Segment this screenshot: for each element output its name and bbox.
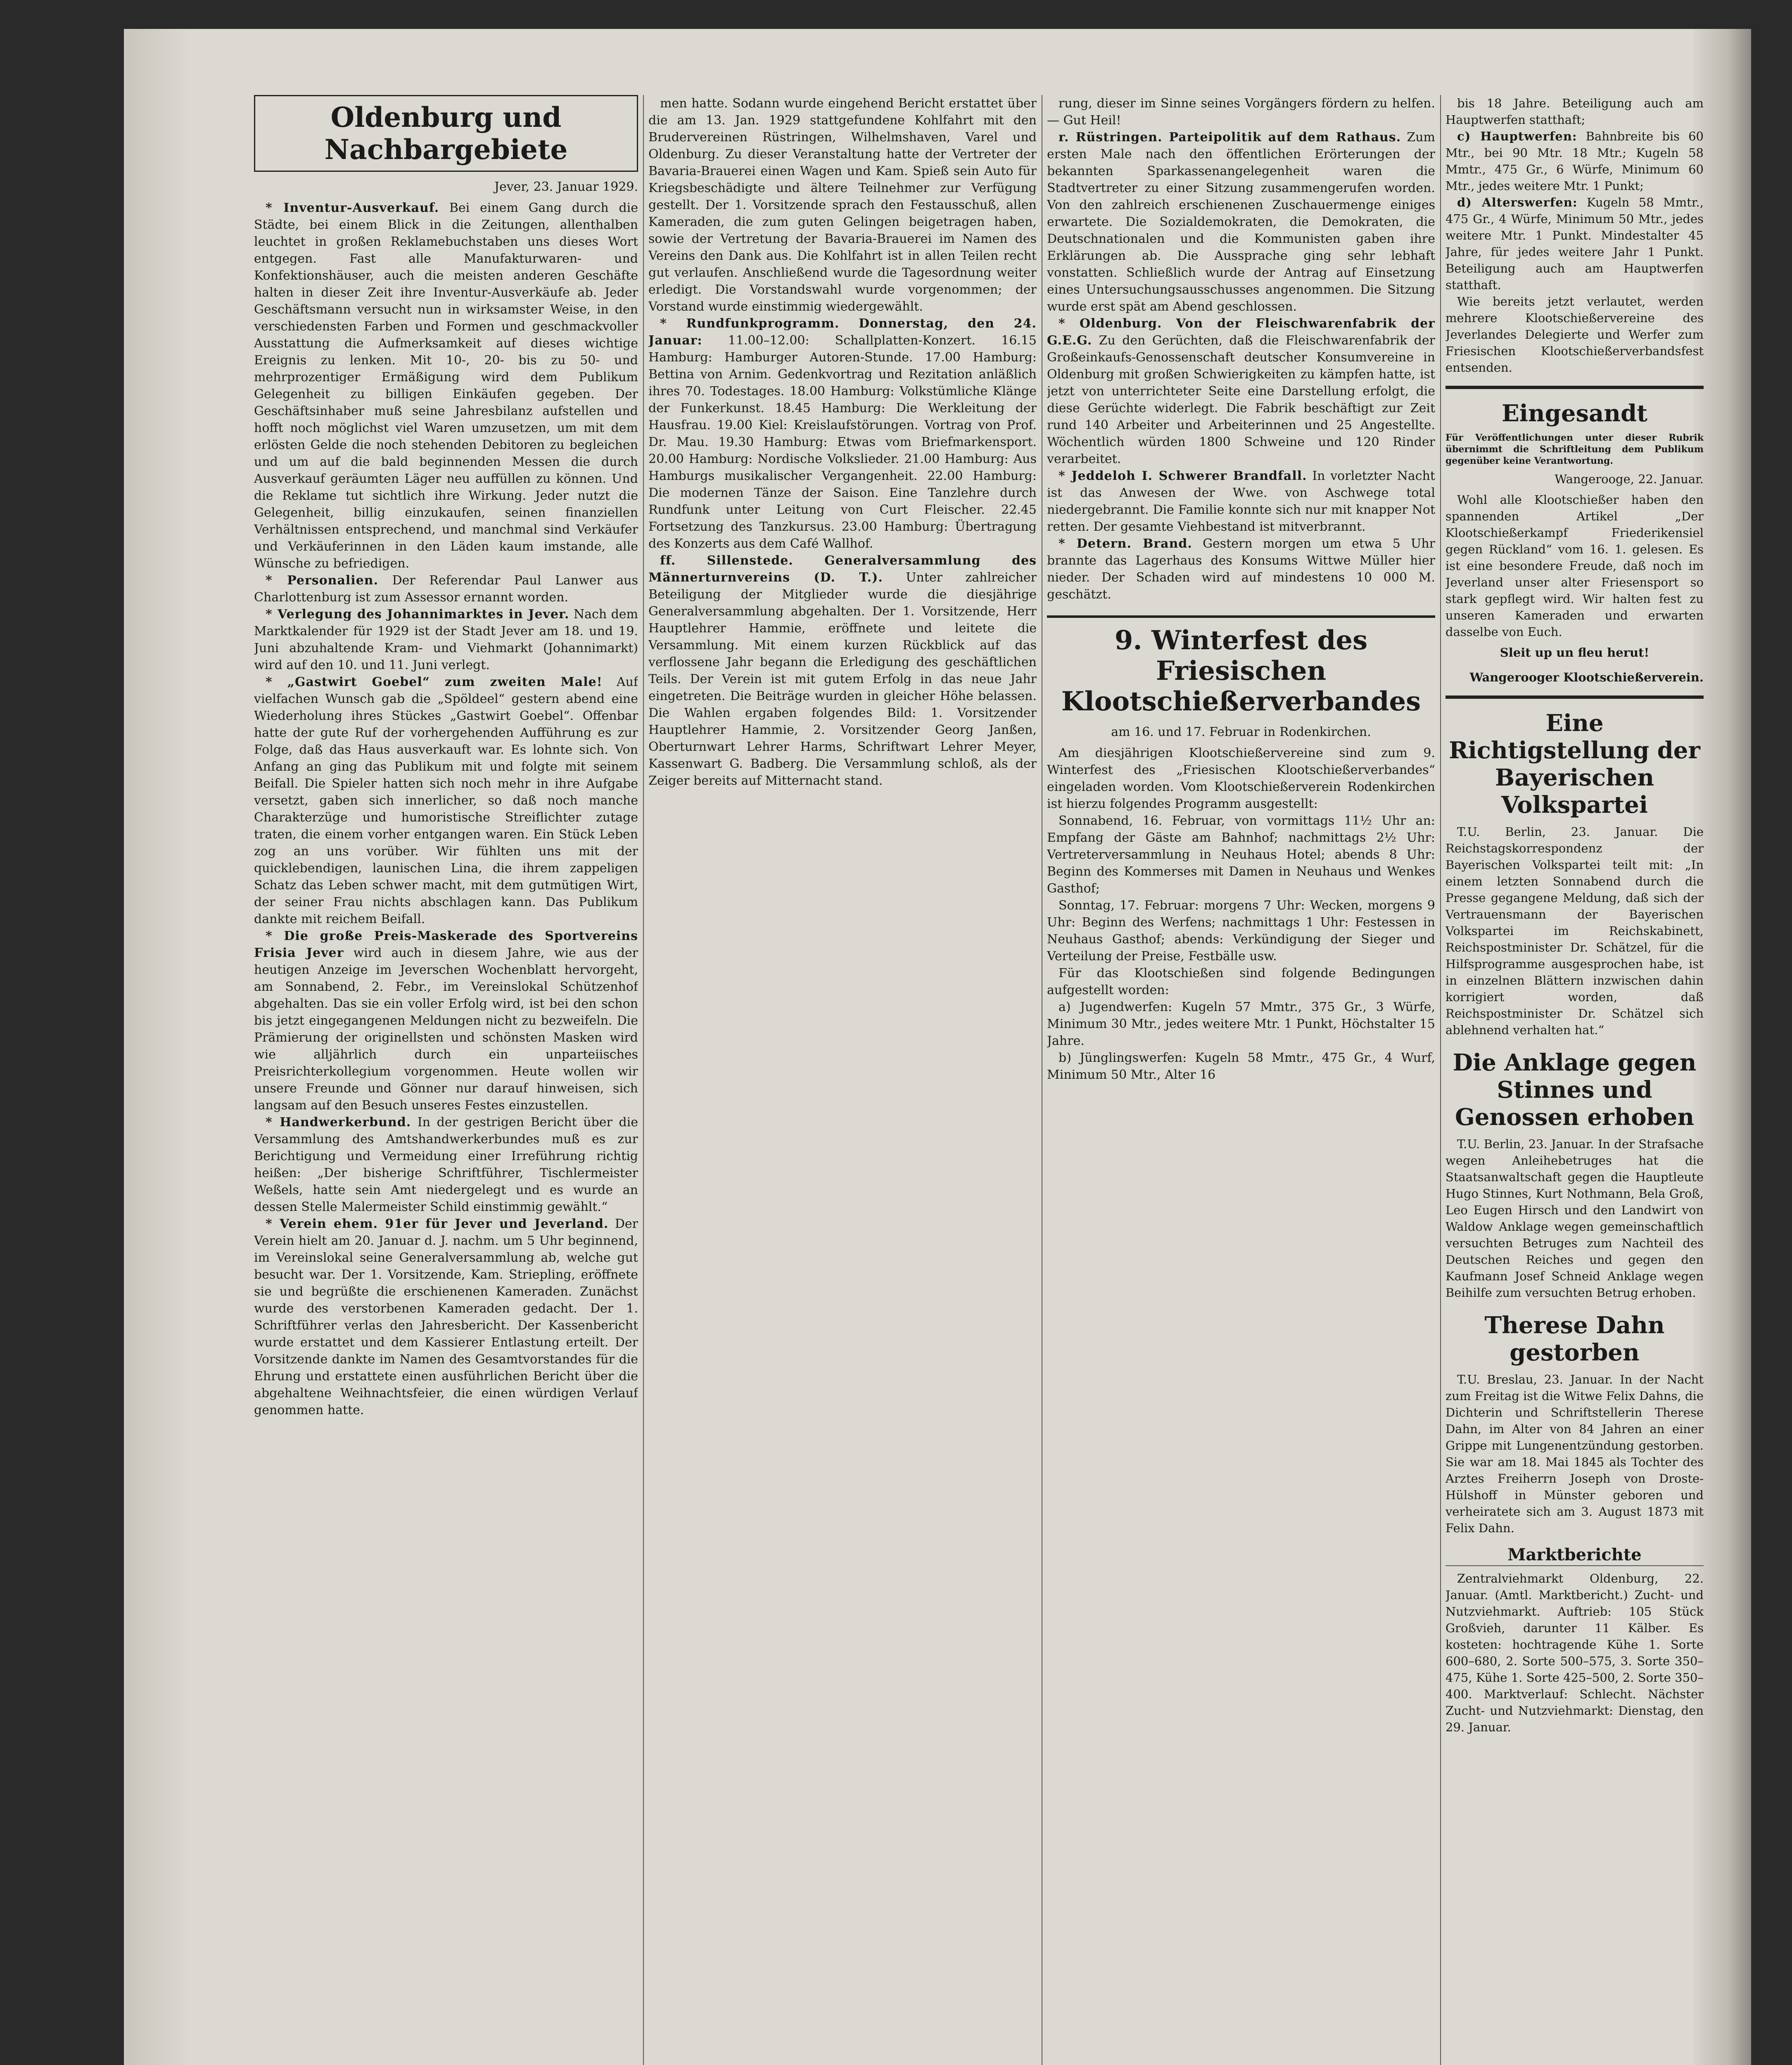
article-lead: * Personalien. <box>266 573 379 588</box>
richtigstellung-text: T.U. Berlin, 23. Januar. Die Reichstagskorrespondenz der Bayerischen Volkspartei teilt mit: „In einem letzten Sonnabend durch die Presse gegangene Meldung, daß sich der Vertrauensmann der Bayerischen Volkspartei im Reichskabinett, Reichspostminister Dr. Schätzel, für die Hilfsprogramme ausgesprochen habe, ist in einzelnen Blättern inzwischen dahin korrigiert worden, daß Reichspostminister Dr. Schätzel sich ablehnend verhalten hat.“ <box>1445 825 1704 1037</box>
article-lead: * Verein ehem. 91er für Jever und Jeverland. <box>266 1217 609 1231</box>
article-text: Unter zahlreicher Beteiligung der Mitglieder wurde die diesjährige Generalversammlung abgehalten. Der 1. Vorsitzende, Herr Hauptlehrer Hammie, eröffnete und leitete die Versammlung. Mit einem kurzen Rückblick auf das verflossene Jahr begann die Erledigung des geschäftlichen Teils. Der Verein ist mit gutem Erfolg in das neue Jahr eingetreten. Die Beiträge wurden in gleicher Höhe belassen. Die Wahlen ergaben folgendes Bild: 1. Vorsitzender Hauptlehrer Hammie, 2. Vorsitzender Georg Janßen, Oberturnwart Lehrer Harms, Schriftwart Lehrer Meyer, Kassenwart G. Badberg. Die Versammlung schloß, als der Zeiger bereits auf Mitternacht stand. <box>648 570 1037 788</box>
column-4 <box>1445 95 1704 2065</box>
article-text: men hatte. Sodann wurde eingehend Bericht erstattet über die am 13. Jan. 1929 stattgefundene Kohlfahrt mit den Brudervereinen Rüstringen, Wilhelmshaven, Varel und Oldenburg. Zu dieser Veranstaltung hatte der Vertreter der Bavaria-Brauerei einen Wagen und Kam. Spieß sein Auto für Kriegsbeschädigte und ältere Teilnehmer zur Verfügung gestellt. Der 1. Vorsitzende sprach den Festausschuß, allen Kameraden, die zum guten Gelingen beigetragen haben, sowie der Vertretung der Bavaria-Brauerei im Namen des Vereins den Dank aus. Die Kohlfahrt ist in allen Teilen recht gut verlaufen. Anschließend wurde die Tagesordnung weiter erledigt. Die Vorstandswahl wurde vorgenommen; der Vorstand wurde einstimmig wiedergewählt. <box>648 96 1037 314</box>
column-3 <box>1047 95 1435 2065</box>
article-item <box>254 1215 638 1419</box>
article-item <box>1047 535 1435 603</box>
divider <box>1445 386 1704 389</box>
fest-program-line: Für das Klootschießen sind folgende Bedingungen aufgestellt worden: <box>1047 966 1435 997</box>
article-item <box>1445 128 1704 194</box>
dahn-heading: Therese Dahn gestorben <box>1484 1312 1665 1366</box>
article-item <box>1047 129 1435 315</box>
article-item <box>254 1114 638 1215</box>
column-rule <box>643 95 644 2065</box>
article-item <box>648 315 1037 552</box>
article-text: Bei einem Gang durch die Städte, bei einem Blick in die Zeitungen, allenthalben leuchtet in großen Reklamebuchstaben uns dieses Wort entgegen. Fast alle Manufakturwaren- und Konfektionshäuser, auch die meisten anderen Geschäfte halten in dieser Zeit ihre Inventur-Ausverkäufe ab. Jeder Geschäftsmann versucht nun in wirksamster Weise, in den verschiedensten Farben und Formen und geschmackvoller Ausstattung die Aufmerksamkeit auf dieses wichtige Ereignis zu lenken. Mit 10-, 20- bis zu 50- und mehrprozentiger Ermäßigung wird dem Publikum Gelegenheit zu billigen Einkäufen gegeben. Der Geschäftsinhaber muß seine Jahresbilanz aufstellen und hofft noch möglichst viel Waren umzusetzen, um mit dem erlösten Gelde die noch stehenden Debitoren zu begleichen und um auf die bald beginnenden Messen die durch Ausverkauf geräumten Läger neu auffüllen zu können. Und die Reklame tut sichtlich ihre Wirkung. Jeder nutzt die Gelegenheit, billig einzukaufen, seinen finanziellen Verhältnissen entsprechend, und manchmal sind Verkäufer und Verkäuferinnen in den Läden kaum imstande, alle Wünsche zu befriedigen. <box>254 201 638 571</box>
eingesandt-dateline: Wangerooge, 22. Januar. <box>1555 472 1704 486</box>
article-lead: * „Gastwirt Goebel“ zum zweiten Male! <box>266 675 603 689</box>
article-text: Der Referendar Paul Lanwer aus Charlottenburg ist zum Assessor ernannt worden. <box>254 573 638 605</box>
column-1 <box>254 95 638 2065</box>
article-lead: d) Alterswerfen: <box>1457 195 1578 209</box>
article-text: Nach dem Marktkalender für 1929 ist der Stadt Jever am 18. und 19. Juni abzuhaltende Kram- und Viehmarkt (Johannimarkt) wird auf den 10. und 11. Juni verlegt. <box>254 607 638 672</box>
article-item <box>1445 194 1704 293</box>
article-lead: r. Rüstringen. Parteipolitik auf dem Rathaus. <box>1059 130 1401 145</box>
article-text: bis 18 Jahre. Beteiligung auch am Hauptwerfen statthaft; <box>1445 96 1704 127</box>
article-text: Der Verein hielt am 20. Januar d. J. nachm. um 5 Uhr beginnend, im Vereinslokal seine Generalversammlung ab, welche gut besucht war. Der 1. Vorsitzende, Kam. Striepling, eröffnete sie und begrüßte die erschienenen Kameraden. Zunächst wurde des verstorbenen Kameraden gedacht. Der 1. Schriftführer verlas den Jahresbericht. Der Kassenbericht wurde erstattet und dem Kassierer Entlastung erteilt. Der Vorsitzende dankte im Namen des Gesamtvorstandes für die Ehrung und erstattete einen ausführlichen Bericht über die abgehaltene Weihnachtsfeier, die einen würdigen Verlauf genommen hatte. <box>254 1217 638 1417</box>
article-list <box>648 95 1037 789</box>
dahn-text: T.U. Breslau, 23. Januar. In der Nacht zum Freitag ist die Witwe Felix Dahns, die Dichterin und Schriftstellerin Therese Dahn, im Alter von 84 Jahren an einer Grippe mit Lungenentzündung gestorben. Sie war am 18. Mai 1845 als Tochter des Arztes Freiherrn Joseph von Droste-Hülshoff in Münster geboren und verheiratete sich am 3. August 1873 mit Felix Dahn. <box>1445 1372 1704 1535</box>
fest-program-line: Sonntag, 17. Februar: morgens 7 Uhr: Wecken, morgens 9 Uhr: Beginn des Werfens; nachmittags 1 Uhr: Festessen in Neuhaus Gasthof; abends: Verkündigung der Sieger und Verteilung der Preise, Festbälle usw. <box>1047 898 1435 964</box>
article-item <box>1047 468 1435 535</box>
page-gutter <box>124 29 190 2065</box>
article-text: Kugeln 58 Mmtr., 475 Gr., 4 Würfe, Minimum 50 Mtr., jedes weitere Mtr. 1 Punkt. Mindestalter 45 Jahre, für jedes weitere Jahr 1 Punkt. Beteiligung auch am Hauptwerfen statthaft. <box>1445 195 1704 292</box>
stinnes-text: T.U. Berlin, 23. Januar. In der Strafsache wegen Anleihebetruges hat die Staatsanwaltschaft gegen die Hauptleute Hugo Stinnes, Kurt Nothmann, Bela Groß, Leo Eugen Hirsch und den Landwirt von Waldow Anklage wegen gemeinschaftlich versuchten Betruges zum Nachteil des Deutschen Reiches und gegen den Kaufmann Josef Schneid Anklage wegen Beihilfe zum versuchten Betrug erhoben. <box>1445 1137 1704 1300</box>
article-text: Zum ersten Male nach den öffentlichen Erörterungen der bekannten Sparkassenangelegenheit waren die Stadtvertreter zu einer Sitzung zusammengerufen worden. Von den zahlreich erschienenen Zuschauermenge einiges erwartete. Die Sozialdemokraten, die Demokraten, die Deutschnationalen und die Kommunisten gaben ihre Erklärungen ab. Die Aussprache ging sehr lebhaft vonstatten. Schließlich wurde der Antrag auf Einsetzung eines Untersuchungsausschusses angenommen. Die Sitzung wurde erst spät am Abend geschlossen. <box>1047 130 1435 314</box>
article-lead: * Detern. Brand. <box>1059 536 1192 551</box>
section-heading: Oldenburg und Nachbargebiete <box>254 95 638 172</box>
article-text: 11.00–12.00: Schallplatten-Konzert. 16.15 Hamburg: Hamburger Autoren-Stunde. 17.00 Hamburg: Bettina von Arnim. Gedenkvortrag und Rezitation anläßlich ihres 70. Todestages. 18.00 Hamburg: Volkstümliche Klänge der Funkerkunst. 18.45 Hamburg: Die Werkleitung der Hausfrau. 19.00 Kiel: Kreislaufstörungen. Vortrag von Prof. Dr. Mau. 19.30 Hamburg: Etwas vom Briefmarkensport. 20.00 Hamburg: Nordische Volkslieder. 21.00 Hamburg: Aus Hamburgs musikalischer Vergangenheit. 22.00 Hamburg: Die modernen Tänze der Saison. Eine Tanzlehre durch Rundfunk unter Leitung von Curt Fleischer. 22.45 Fortsetzung des Tanzkursus. 23.00 Hamburg: Übertragung des Konzerts aus dem Café Wallhof. <box>648 333 1037 551</box>
fest-program-line: b) Jünglingswerfen: Kugeln 58 Mmtr., 475 Gr., 4 Wurf, Minimum 50 Mtr., Alter 16 <box>1047 1051 1435 1082</box>
eingesandt-note: Für Veröffentlichungen unter dieser Rubrik übernimmt die Schriftleitung dem Publikum gegenüber keine Verantwortung. <box>1445 432 1704 466</box>
article-text: In vorletzter Nacht ist das Anwesen der Wwe. von Aschwege total niedergebrannt. Die Familie konnte sich nur mit knapper Not retten. Der gesamte Viehbestand ist mitverbrannt. <box>1047 469 1435 534</box>
eingesandt-heading: Eingesandt <box>1501 400 1647 427</box>
article-lead: * Rundfunkprogramm. Donnerstag, den 24. Januar: <box>648 316 1037 348</box>
article-lead: * Inventur-Ausverkauf. <box>266 201 439 215</box>
article-item <box>254 674 638 928</box>
article-text: Bahnbreite bis 60 Mtr., bei 90 Mtr. 18 Mtr.; Kugeln 58 Mmtr., 475 Gr., 6 Würfe, Minimum 60 Mtr., jedes weitere Mtr. 1 Punkt; <box>1445 129 1704 193</box>
article-text: Zu den Gerüchten, daß die Fleischwarenfabrik der Großeinkaufs-Genossenschaft deutscher Konsumvereine in Oldenburg mit großen Schwierigkeiten zu kämpfen hatte, ist jetzt von unterrichteter Seite eine Darstellung erfolgt, die diese Gerüchte widerlegt. Die Fabrik beschäftigt zur Zeit rund 140 Arbeiter und Arbeiterinnen und 25 Angestellte. Wöchentlich würden 1800 Schweine und 120 Rinder verarbeitet. <box>1047 333 1435 466</box>
article-text: wird auch in diesem Jahre, wie aus der heutigen Anzeige im Jeverschen Wochenblatt hervorgeht, am Sonnabend, 2. Febr., im Vereinslokal Schützenhof abgehalten. Das sie ein voller Erfolg wird, ist bei den schon bis jetzt eingegangenen Meldungen nicht zu bezweifeln. Die Prämierung der originellsten und schönsten Masken wird wie alljährlich durch ein unparteiisches Preisrichterkollegium vorgenommen. Heute wollen wir unsere Freunde und Gönner nur darauf hinweisen, sich langsam auf den Besuch unseres Festes einzustellen. <box>254 946 638 1113</box>
article-item <box>1047 315 1435 468</box>
article-item <box>1047 95 1435 129</box>
article-list <box>1047 95 1435 603</box>
article-text: In der gestrigen Bericht über die Versammlung des Amtshandwerkerbundes muß es zur Berichtigung und Vermeidung einer Irreführung richtig heißen: „Der bisherige Schriftführer, Tischlermeister Weßels, hatte sein Amt niedergelegt und es wurde an dessen Stelle Malermeister Schild einstimmig gewählt.“ <box>254 1115 638 1214</box>
article-list <box>1445 95 1704 376</box>
eingesandt-greeting: Sleit up un fleu herut! <box>1500 646 1650 660</box>
dateline: Jever, 23. Januar 1929. <box>494 180 638 194</box>
fest-program <box>1047 812 1435 1083</box>
newspaper-page <box>124 29 1751 2065</box>
article-item <box>254 606 638 674</box>
markt-heading: Marktberichte <box>1445 1545 1704 1566</box>
article-item <box>254 199 638 572</box>
fest-text: Am diesjährigen Klootschießervereine sind zum 9. Winterfest des „Friesischen Klootschießerverbandes“ eingeladen worden. Vom Klootschießerverein Rodenkirchen ist hierzu folgendes Programm ausgestellt: <box>1047 746 1435 811</box>
article-text: Wie bereits jetzt verlautet, werden mehrere Klootschießervereine des Jeverlandes Delegierte und Werfer zum Friesischen Klootschießerverbandsfest entsenden. <box>1445 294 1704 375</box>
article-lead: ff. Sillenstede. Generalversammlung des Männerturnvereins (D. T.). <box>648 553 1037 585</box>
divider <box>1445 695 1704 699</box>
fest-program-line: a) Jugendwerfen: Kugeln 57 Mmtr., 375 Gr., 3 Würfe, Minimum 30 Mtr., jedes weitere Mtr. 1 Punkt, Höchstalter 15 Jahre. <box>1047 1000 1435 1048</box>
article-item <box>648 95 1037 315</box>
article-item <box>648 552 1037 789</box>
fest-heading: 9. Winterfest des Friesischen Klootschießerverbandes <box>1047 615 1435 717</box>
article-item <box>1445 293 1704 376</box>
fest-subheading: am 16. und 17. Februar in Rodenkirchen. <box>1111 725 1371 739</box>
article-lead: c) Hauptwerfen: <box>1457 129 1577 143</box>
article-item <box>254 928 638 1114</box>
article-list <box>254 199 638 1419</box>
article-lead: * Oldenburg. Von der Fleischwarenfabrik der G.E.G. <box>1047 316 1435 348</box>
fest-program-line: Sonnabend, 16. Februar, von vormittags 11½ Uhr an: Empfang der Gäste am Bahnhof; nachmittags 2½ Uhr: Vertreterversammlung in Neuhaus Hotel; abends 8 Uhr: Beginn des Kommerses mit Damen in Neuhaus und Wenkes Gasthof; <box>1047 814 1435 896</box>
column-2 <box>648 95 1037 2065</box>
article-lead: * Die große Preis-Maskerade des Sportvereins Frisia Jever <box>254 929 638 960</box>
richtigstellung-heading: Eine Richtigstellung der Bayerischen Volkspartei <box>1449 710 1700 819</box>
article-text: rung, dieser im Sinne seines Vorgängers fördern zu helfen. — Gut Heil! <box>1047 96 1435 128</box>
article-text: Gestern morgen um etwa 5 Uhr brannte das Lagerhaus des Konsums Wittwe Müller hier nieder. Der Schaden wird auf mindestens 10 000 M. geschätzt. <box>1047 536 1435 602</box>
markt-text: Zentralviehmarkt Oldenburg, 22. Januar. (Amtl. Marktbericht.) Zucht- und Nutzviehmarkt. Auftrieb: 105 Stück Großvieh, darunter 11 Kälber. Es kosteten: hochtragende Kühe 1. Sorte 600–680, 2. Sorte 500–575, 3. Sorte 350–475, Kühe 1. Sorte 425–500, 2. Sorte 350–400. Marktverlauf: Schlecht. Nächster Zucht- und Nutzviehmarkt: Dienstag, den 29. Januar. <box>1445 1571 1704 1734</box>
article-lead: * Handwerkerbund. <box>266 1115 411 1130</box>
article-item <box>1445 95 1704 128</box>
eingesandt-signature: Wangerooger Klootschießerverein. <box>1469 670 1704 684</box>
eingesandt-text: Wohl alle Klootschießer haben den spannenden Artikel „Der Klootschießerkampf Friederikensiel gegen Rückland“ vom 16. 1. gelesen. Es ist eine besondere Freude, daß noch im Jeverland unser alter Friesensport so stark gepflegt wird. Wir halten fest zu unseren Kameraden und erwarten dasselbe von Euch. <box>1445 493 1704 639</box>
article-text: Auf vielfachen Wunsch gab die „Spöldeel“ gestern abend eine Wiederholung ihres Stückes „Gastwirt Goebel“. Offenbar hatte der gute Ruf der vorhergehenden Aufführung es zur Folge, daß das Haus ausverkauft war. Es lohnte sich. Von Anfang an ging das Publikum mit und folgte mit seinem Beifall. Die Spieler hatten sich noch mehr in ihre Aufgabe versetzt, gaben sich innerlicher, so daß noch manche Charakterzüge und humoristische Streiflichter zutage traten, die einem vorher entgangen waren. Ein Stück Leben zog an uns vorüber. Wir fühlten uns mit der quicklebendigen, launischen Lina, die ihrem zappeligen Schatz das Leben schwer macht, mit dem gutmütigen Wirt, der seiner Frau nichts abschlagen kann. Das Publikum dankte mit reichem Beifall. <box>254 675 638 926</box>
article-item <box>254 572 638 606</box>
column-rule <box>1440 95 1441 2065</box>
article-lead: * Verlegung des Johannimarktes in Jever. <box>266 607 570 622</box>
article-lead: * Jeddeloh I. Schwerer Brandfall. <box>1059 469 1307 483</box>
stinnes-heading: Die Anklage gegen Stinnes und Genossen erhoben <box>1453 1049 1697 1131</box>
